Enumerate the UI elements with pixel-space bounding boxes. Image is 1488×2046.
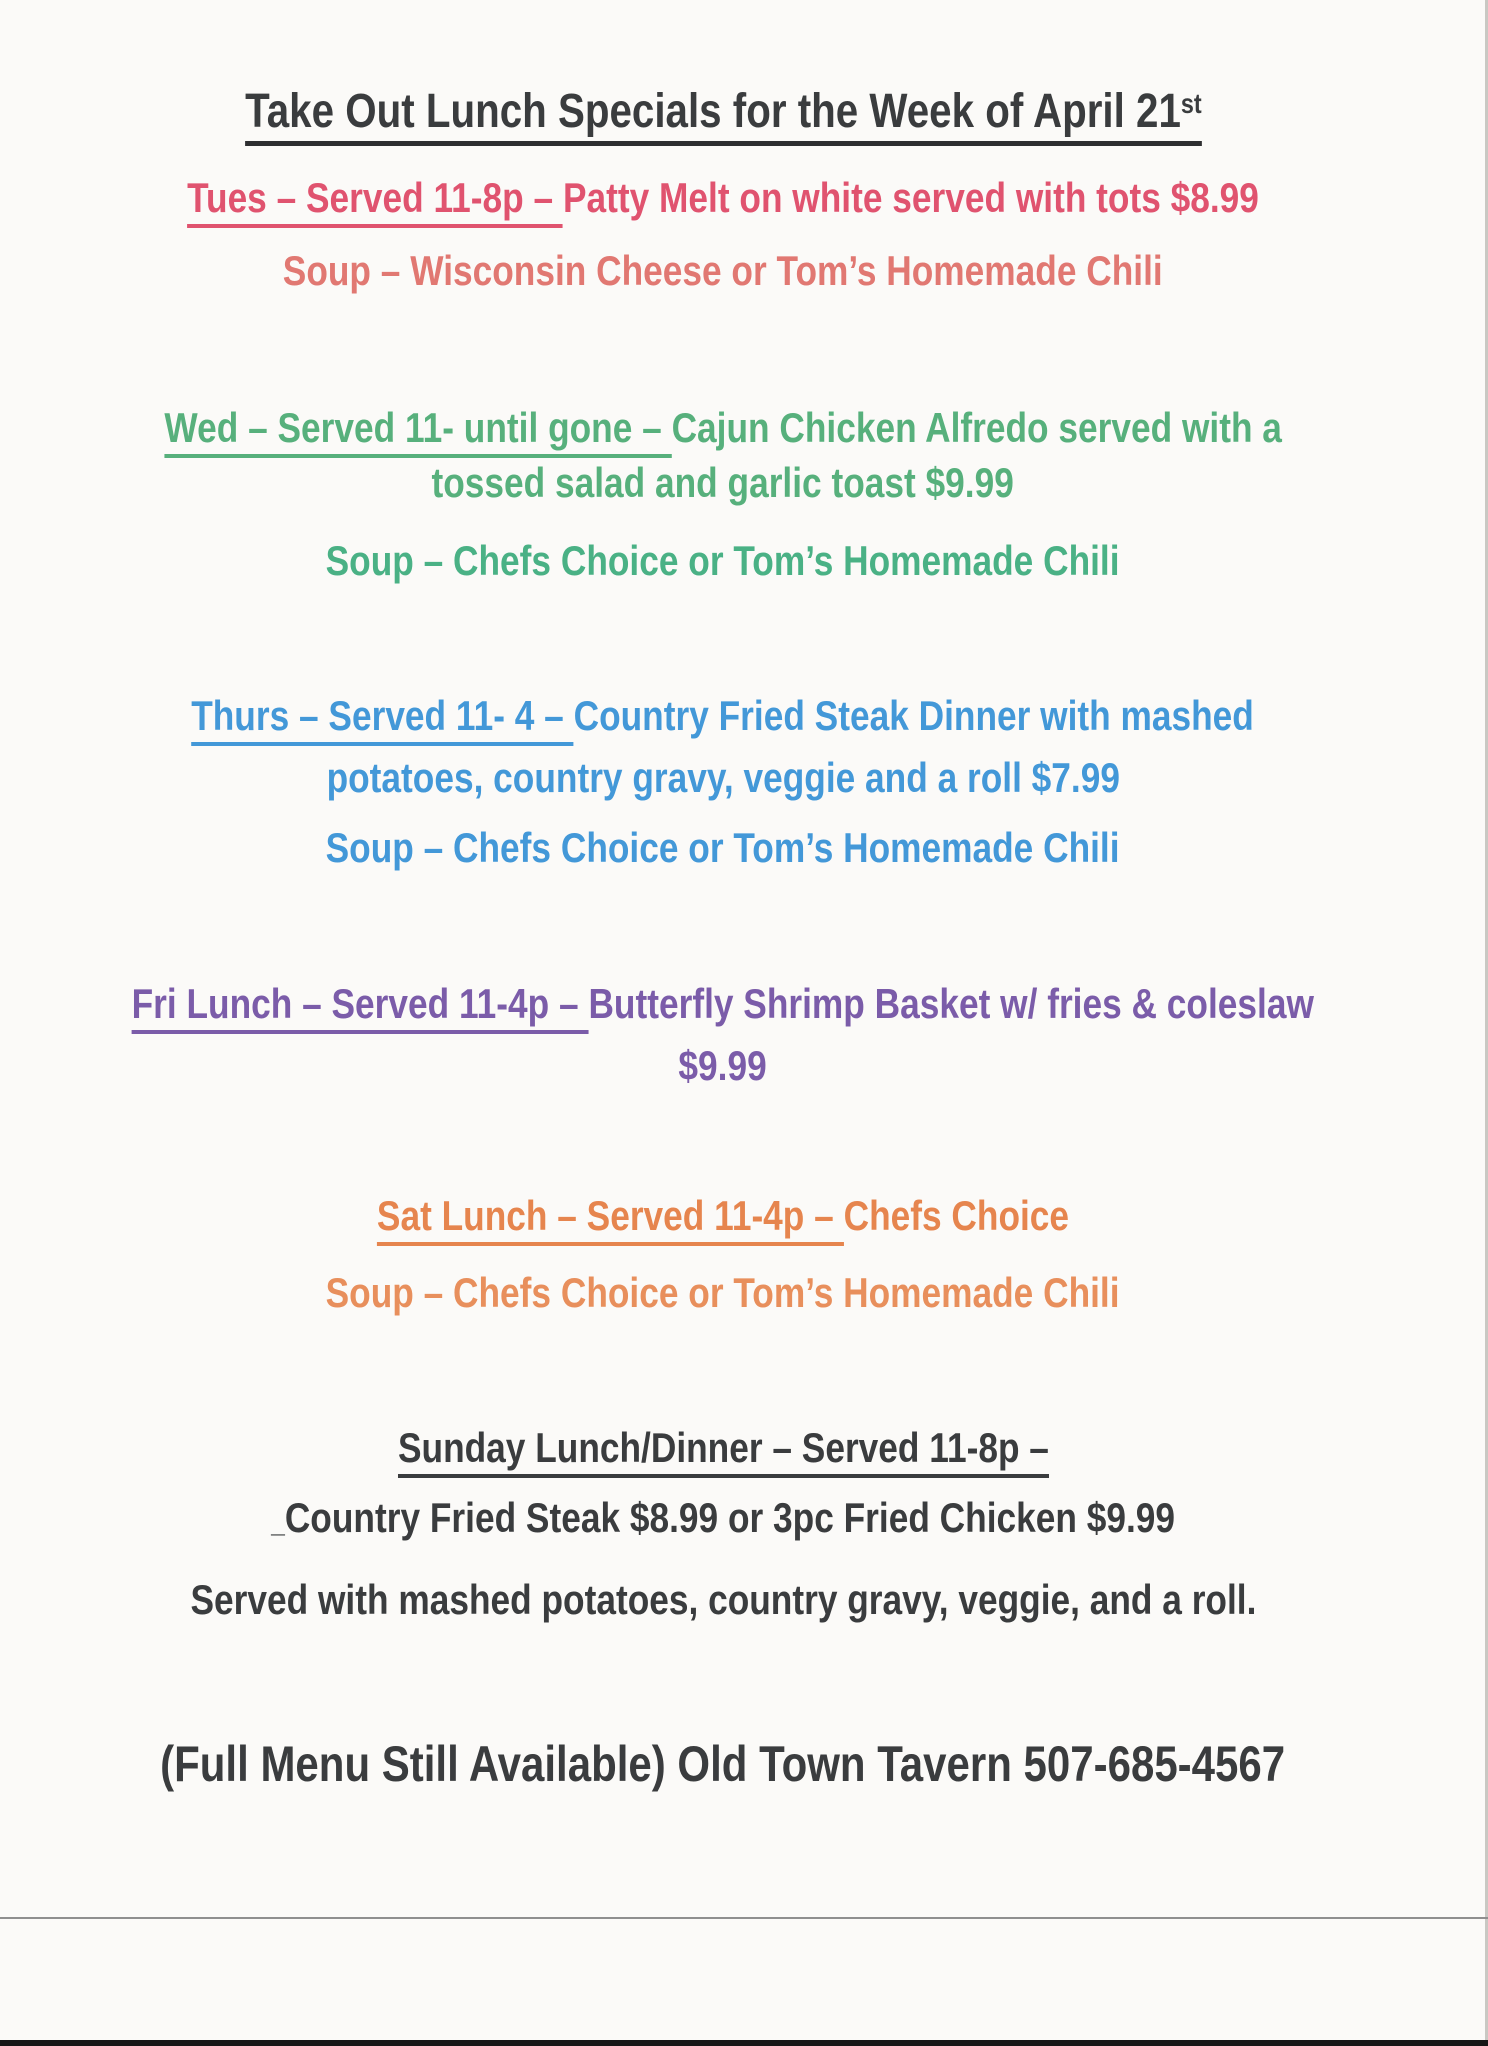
thursday-header-text	[191, 692, 1255, 739]
sunday-sides-text: Served with mashed potatoes, country gravy, veggie, and a roll.	[190, 1576, 1256, 1623]
sunday-header-underlined: Sunday Lunch/Dinner – Served 11-8p –	[398, 1424, 1049, 1478]
sunday-entrees-text	[271, 1494, 1175, 1541]
saturday-header-underlined: Sat Lunch – Served 11-4p –	[377, 1192, 844, 1246]
page-title-superscript: st	[1180, 88, 1202, 119]
footer-text: (Full Menu Still Available) Old Town Tavern 507-685-4567	[160, 1736, 1286, 1792]
friday-header	[0, 980, 1446, 1027]
wednesday-soup-line	[0, 537, 1446, 584]
scan-paper-edge-line	[0, 1917, 1488, 1919]
tuesday-soup-text: Soup – Wisconsin Cheese or Tom’s Homemade Chili	[283, 247, 1163, 294]
footer-line	[0, 1736, 1446, 1792]
sunday-header	[0, 1424, 1446, 1471]
saturday-soup-line	[0, 1269, 1446, 1316]
tuesday-header	[0, 174, 1446, 221]
page-title-main: Take Out Lunch Specials for the Week of April 21	[244, 85, 1181, 138]
wednesday-soup-text: Soup – Chefs Choice or Tom’s Homemade Chili	[326, 537, 1120, 584]
wednesday-header	[0, 404, 1446, 451]
friday-header-text	[131, 980, 1315, 1027]
tuesday-header-rest: Patty Melt on white served with tots $8.99	[562, 174, 1259, 221]
page-title	[0, 85, 1446, 138]
saturday-header	[0, 1192, 1446, 1239]
thursday-wrap-line	[0, 754, 1446, 801]
saturday-soup-text: Soup – Chefs Choice or Tom’s Homemade Chili	[326, 1269, 1120, 1316]
friday-header-rest: Butterfly Shrimp Basket w/ fries & coleslaw	[588, 980, 1315, 1027]
wednesday-header-underlined: Wed – Served 11- until gone –	[164, 404, 671, 458]
tuesday-soup-line	[0, 247, 1446, 294]
thursday-header-underlined: Thurs – Served 11- 4 –	[192, 692, 574, 746]
wednesday-header-rest: Cajun Chicken Alfredo served with a	[671, 404, 1282, 451]
tuesday-header-underlined: Tues – Served 11-8p –	[187, 174, 563, 228]
tuesday-header-text	[187, 174, 1259, 221]
sunday-entrees-line	[0, 1494, 1446, 1541]
page-title-text	[244, 85, 1202, 138]
thursday-header-rest: Country Fried Steak Dinner with mashed	[574, 692, 1255, 739]
scan-bottom-bar	[0, 2040, 1488, 2046]
thursday-soup-line	[0, 824, 1446, 871]
thursday-soup-text: Soup – Chefs Choice or Tom’s Homemade Chili	[326, 824, 1120, 871]
thursday-wrap-text: potatoes, country gravy, veggie and a roll $7.99	[326, 754, 1120, 801]
wednesday-header-text	[164, 404, 1282, 451]
thursday-header	[0, 692, 1446, 739]
wednesday-wrap-text: tossed salad and garlic toast $9.99	[431, 459, 1015, 506]
friday-price-line	[0, 1042, 1446, 1089]
saturday-header-text	[376, 1192, 1070, 1239]
friday-header-underlined: Fri Lunch – Served 11-4p –	[132, 980, 589, 1034]
page-title-underline	[245, 85, 1202, 146]
wednesday-wrap-line	[0, 459, 1446, 506]
sunday-sides-line	[0, 1576, 1446, 1623]
sunday-header-text	[397, 1424, 1049, 1471]
saturday-header-rest: Chefs Choice	[843, 1192, 1070, 1239]
sunday-entrees-prefix-mark: _	[271, 1506, 285, 1539]
friday-price-text: $9.99	[678, 1042, 768, 1089]
sunday-entrees-main: Country Fried Steak $8.99 or 3pc Fried Chicken $9.99	[284, 1494, 1175, 1541]
